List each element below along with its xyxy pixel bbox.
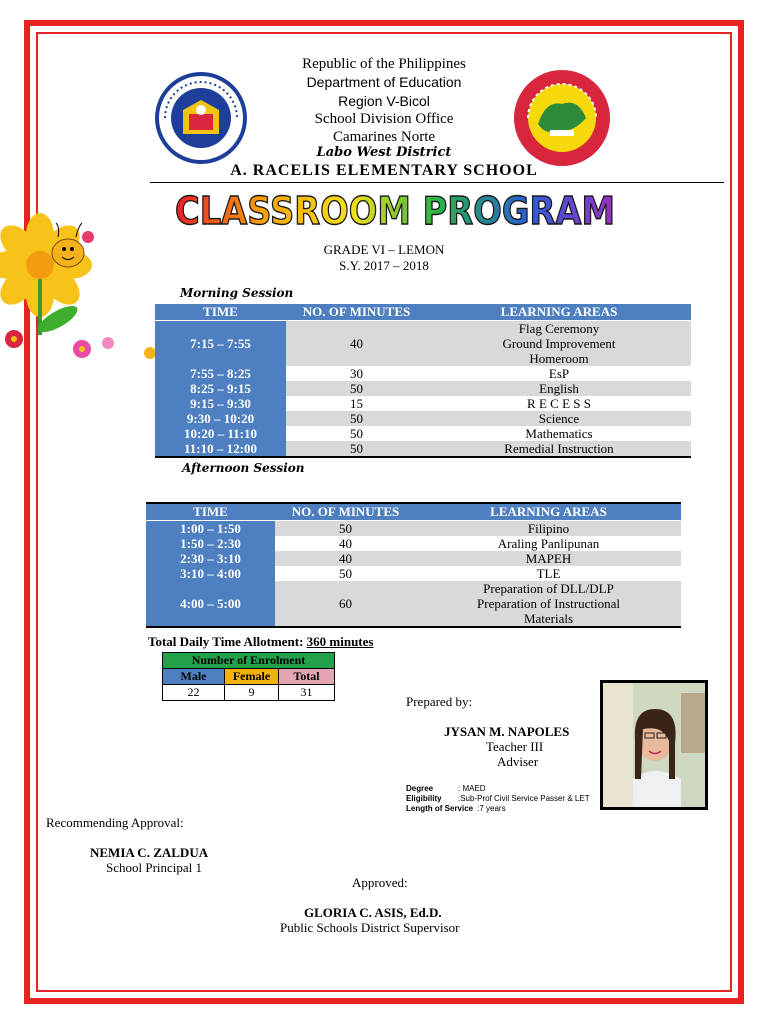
enrolment-male-label: Male xyxy=(163,669,225,685)
row-areas xyxy=(427,321,691,367)
enrolment-table xyxy=(162,652,335,701)
table-row xyxy=(155,426,691,441)
table-row xyxy=(155,366,691,381)
row-minutes: 40 xyxy=(275,551,416,566)
row-areas: EsP xyxy=(548,366,570,381)
row-areas: English xyxy=(427,381,691,396)
row-time: 1:00 – 1:50 xyxy=(146,521,275,537)
row-areas: Remedial Instruction xyxy=(427,441,691,457)
table-row xyxy=(155,396,691,411)
row-areas: Science xyxy=(427,411,691,426)
area-text: Ground Improvement xyxy=(502,336,616,351)
row-minutes: 50 xyxy=(286,411,427,426)
area-text: Materials xyxy=(523,611,574,626)
enrolment-male-value: 22 xyxy=(163,685,225,701)
table-row xyxy=(146,581,681,627)
teacher-photo-icon xyxy=(603,683,705,807)
prepared-by-name: JYSAN M. NAPOLES xyxy=(444,724,570,739)
teacher-photo xyxy=(600,680,708,810)
approved-position: Public Schools District Supervisor xyxy=(280,920,460,935)
row-time: 7:15 – 7:55 xyxy=(155,321,286,367)
header-learning-areas: LEARNING AREAS xyxy=(416,503,681,521)
row-minutes: 60 xyxy=(275,581,416,627)
header-time: TIME xyxy=(155,304,286,321)
row-time: 1:50 – 2:30 xyxy=(146,536,275,551)
row-areas: Filipino xyxy=(416,521,681,537)
area-text: Homeroom xyxy=(529,351,589,366)
morning-schedule-table xyxy=(155,304,691,458)
header-time: TIME xyxy=(146,503,275,521)
recommending-position: School Principal 1 xyxy=(106,860,203,875)
enrolment-female-value: 9 xyxy=(225,685,279,701)
row-time: 4:00 – 5:00 xyxy=(146,581,275,627)
row-time: 3:10 – 4:00 xyxy=(146,566,275,581)
row-time: 7:55 – 8:25 xyxy=(155,366,286,381)
approved-name: GLORIA C. ASIS, Ed.D. xyxy=(304,905,442,920)
enrolment-female-label: Female xyxy=(225,669,279,685)
row-time: 11:10 – 12:00 xyxy=(155,441,286,457)
table-row xyxy=(155,381,691,396)
eligibility-value: :Sub-Prof Civil Service Passer & LET xyxy=(458,794,590,803)
row-areas xyxy=(416,581,681,627)
prepared-by-label: Prepared by: xyxy=(406,694,473,709)
school-year: S.Y. 2017 – 2018 xyxy=(339,258,429,273)
row-time: 9:30 – 10:20 xyxy=(155,411,286,426)
row-time: 2:30 – 3:10 xyxy=(146,551,275,566)
recommending-approval-label: Recommending Approval: xyxy=(46,815,184,830)
row-minutes: 50 xyxy=(286,441,427,457)
enrolment-total-value: 31 xyxy=(279,685,335,701)
row-areas: Araling Panlipunan xyxy=(497,536,600,551)
approved-label: Approved: xyxy=(352,875,408,890)
header-district: Labo West District xyxy=(316,145,452,160)
morning-session-label: Morning Session xyxy=(180,286,294,300)
table-header-row xyxy=(155,304,691,321)
header-province: Camarines Norte xyxy=(332,129,436,145)
grade-section: GRADE VI – LEMON xyxy=(323,242,445,257)
service-label: Length of Service xyxy=(406,804,474,813)
service-value: :7 years xyxy=(477,804,506,813)
title-text: CLASSROOM PROGRAM xyxy=(175,189,615,233)
total-allotment-label: Total Daily Time Allotment: xyxy=(148,634,304,649)
table-row xyxy=(146,536,681,551)
table-row xyxy=(146,566,681,581)
degree-value: : MAED xyxy=(458,784,486,793)
row-minutes: 30 xyxy=(350,366,363,381)
row-time: 8:25 – 9:15 xyxy=(155,381,286,396)
header-minutes: NO. OF MINUTES xyxy=(286,304,427,321)
enrolment-title: Number of Enrolment xyxy=(163,653,335,669)
area-text: Preparation of Instructional xyxy=(477,596,620,611)
prepared-by-position: Teacher III xyxy=(486,739,544,754)
table-row xyxy=(146,551,681,566)
afternoon-schedule-table xyxy=(146,502,681,628)
row-areas: R E C E S S xyxy=(527,396,591,411)
prepared-by-role: Adviser xyxy=(497,754,539,769)
header-region: Region V-Bicol xyxy=(338,93,430,109)
row-areas: MAPEH xyxy=(416,551,681,566)
recommending-name: NEMIA C. ZALDUA xyxy=(90,845,209,860)
area-text: Flag Ceremony xyxy=(518,321,600,336)
header-division-office: School Division Office xyxy=(314,111,454,127)
enrolment-total-label: Total xyxy=(279,669,335,685)
eligibility-label: Eligibility xyxy=(406,794,442,803)
school-name: A. RACELIS ELEMENTARY SCHOOL xyxy=(230,162,538,179)
teacher-credentials xyxy=(406,784,590,814)
classroom-program-title xyxy=(170,186,620,234)
row-minutes: 50 xyxy=(339,566,352,581)
header-learning-areas: LEARNING AREAS xyxy=(427,304,691,321)
header-minutes: NO. OF MINUTES xyxy=(275,503,416,521)
table-row xyxy=(155,321,691,367)
degree-label: Degree xyxy=(406,784,434,793)
table-row xyxy=(155,411,691,426)
row-minutes: 40 xyxy=(339,536,352,551)
row-time: 9:15 – 9:30 xyxy=(155,396,286,411)
row-minutes: 50 xyxy=(350,426,363,441)
row-areas: Mathematics xyxy=(525,426,593,441)
row-minutes: 15 xyxy=(350,396,363,411)
row-minutes: 50 xyxy=(275,521,416,537)
afternoon-session-label: Afternoon Session xyxy=(182,461,305,475)
area-text: Preparation of DLL/DLP xyxy=(483,581,614,596)
header-divider xyxy=(150,182,724,183)
table-header-row xyxy=(146,503,681,521)
row-time: 10:20 – 11:10 xyxy=(155,426,286,441)
header-department: Department of Education xyxy=(306,74,462,90)
row-areas: TLE xyxy=(536,566,561,581)
table-row xyxy=(146,521,681,537)
row-minutes: 40 xyxy=(286,321,427,367)
row-minutes: 50 xyxy=(286,381,427,396)
header-republic: Republic of the Philippines xyxy=(302,56,466,72)
total-time-allotment xyxy=(148,634,373,650)
flower-bee-clipart xyxy=(0,215,160,375)
total-allotment-value: 360 minutes xyxy=(306,634,374,649)
table-row xyxy=(155,441,691,457)
